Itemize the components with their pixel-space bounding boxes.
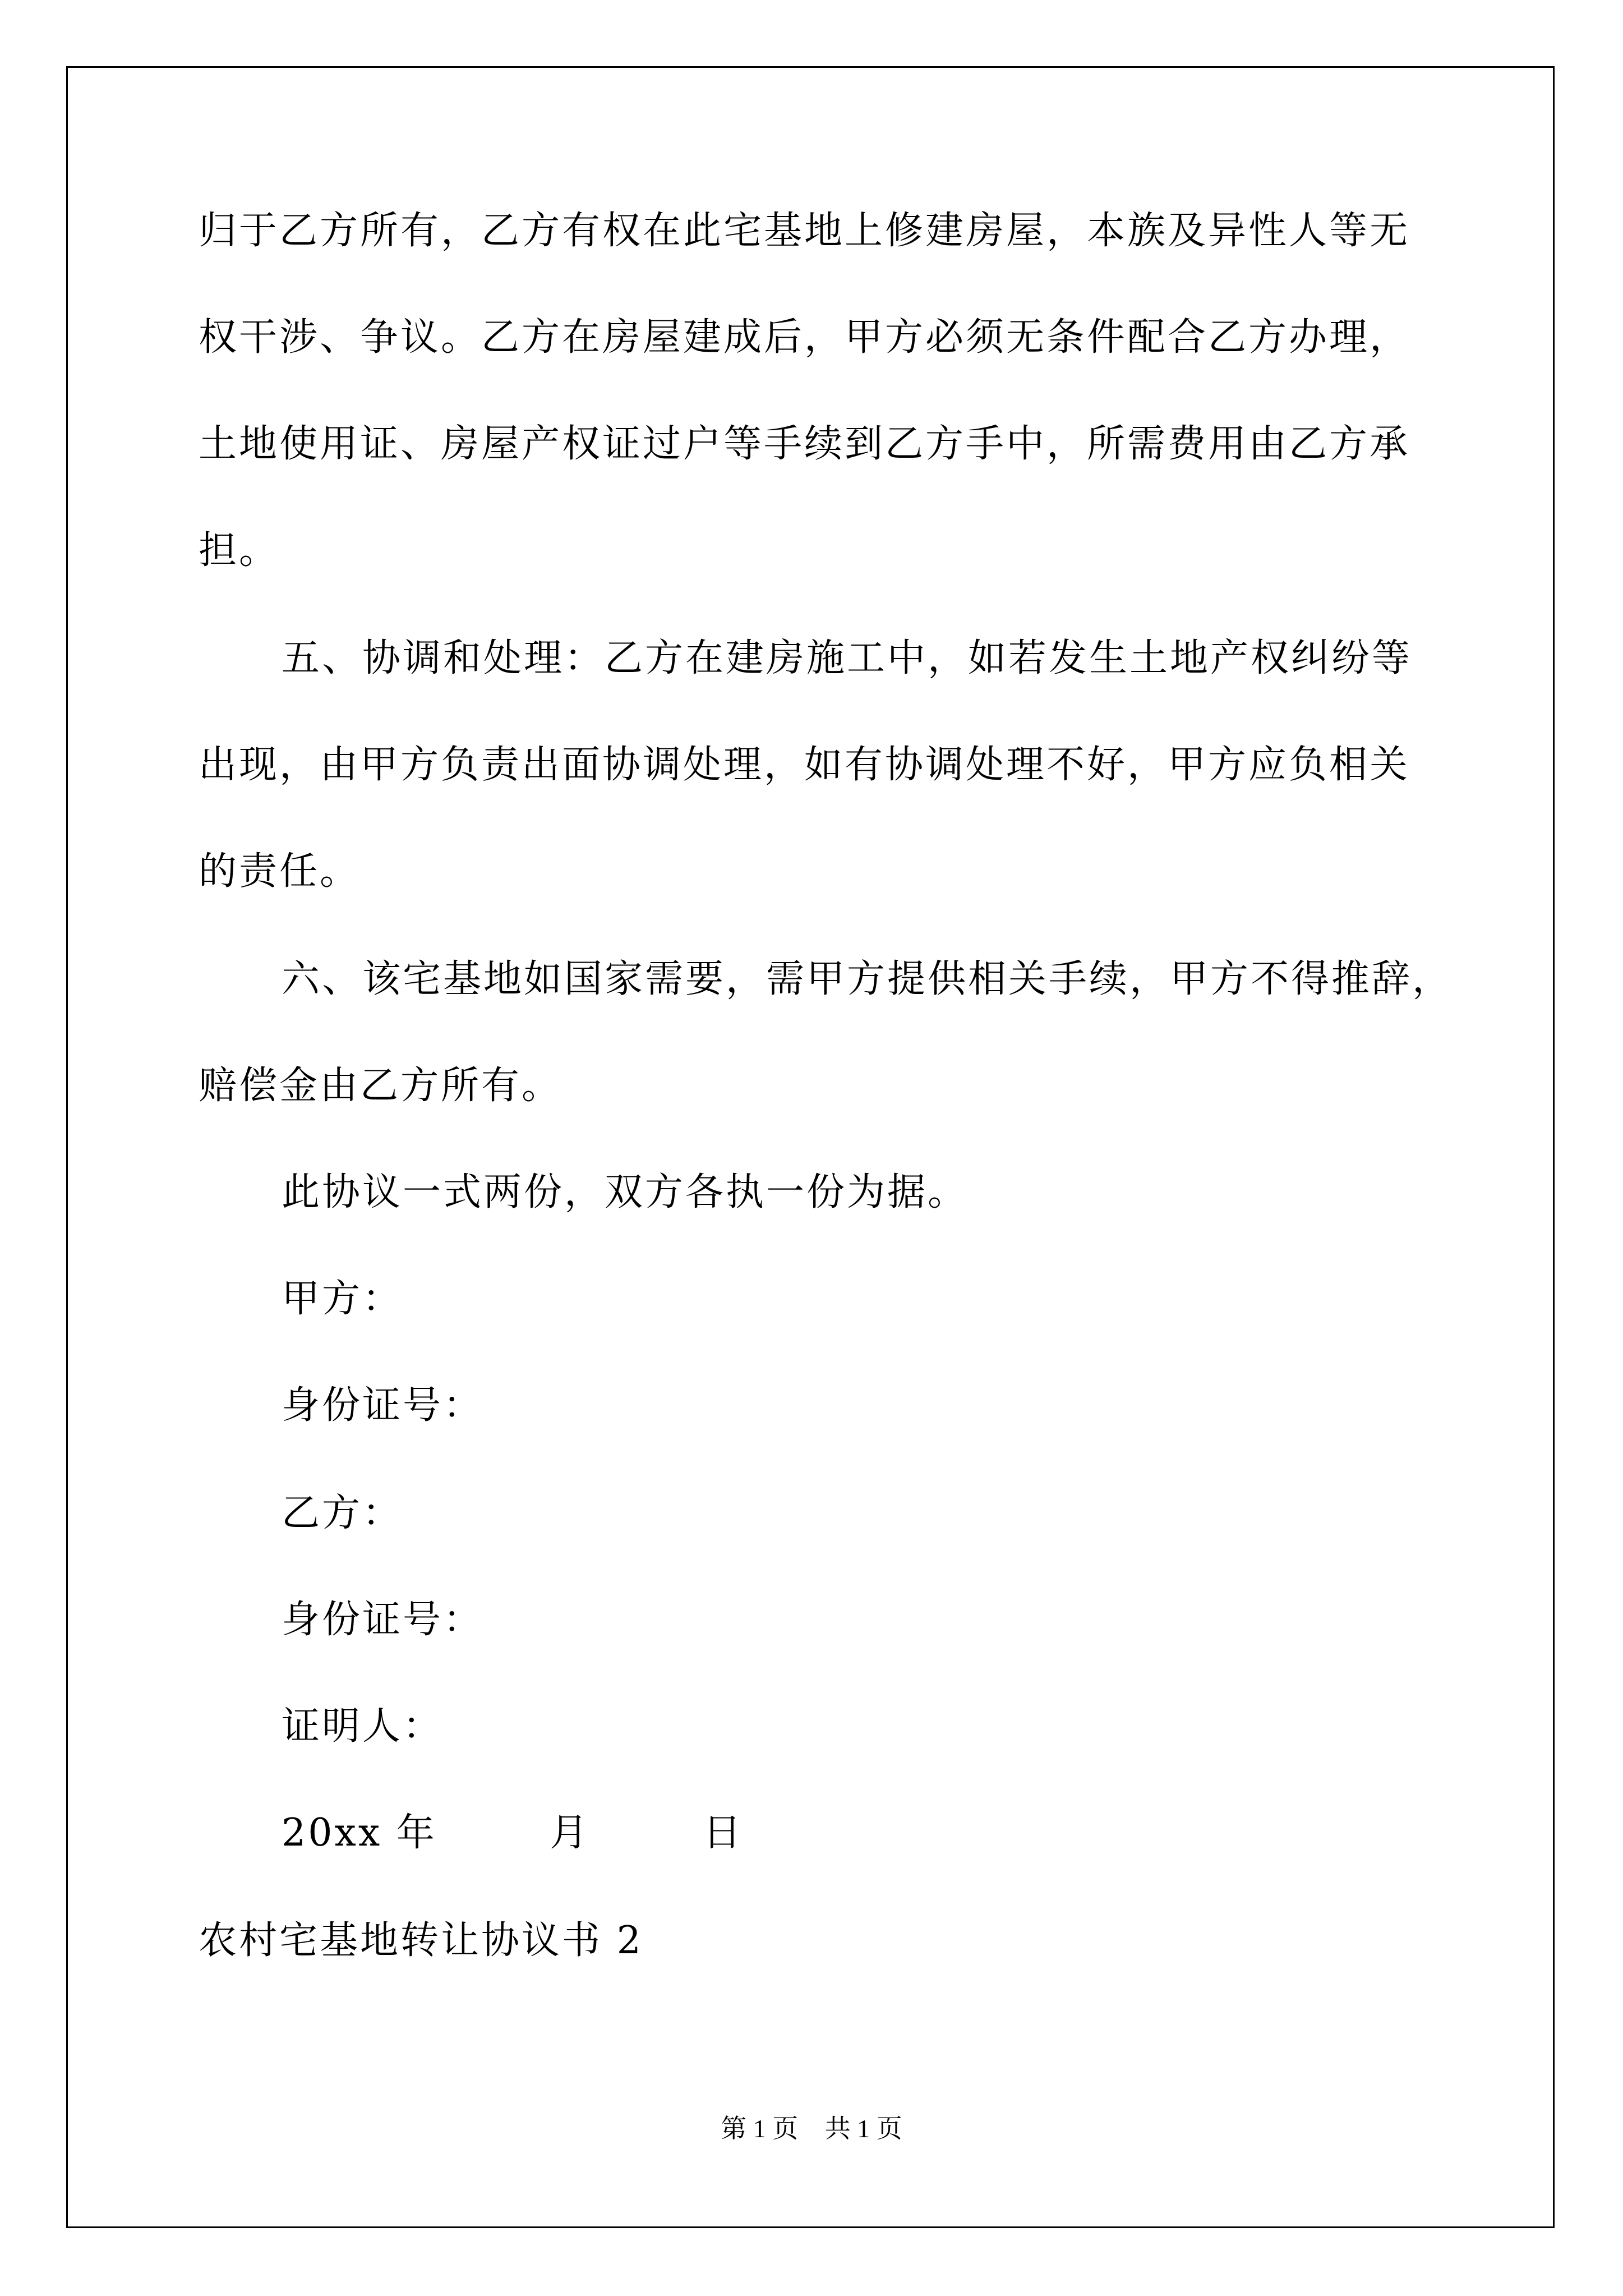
next-section-title: 农村宅基地转让协议书 2 — [199, 1918, 643, 1963]
text-line-9: 赔偿金由乙方所有。 — [199, 1064, 562, 1108]
text-line-5: 五、协调和处理：乙方在建房施工中，如若发生土地产权纠纷等 — [282, 636, 1413, 680]
text-line-2: 权干涉、争议。乙方在房屋建成后，甲方必须无条件配合乙方办理， — [199, 315, 1410, 360]
party-b-label: 乙方： — [282, 1491, 403, 1535]
party-a-id-label: 身份证号： — [282, 1383, 484, 1428]
date-day: 日 — [703, 1811, 744, 1855]
text-line-8: 六、该宅基地如国家需要，需甲方提供相关手续，甲方不得推辞， — [282, 957, 1453, 1001]
page-number-total: 共 1 页 — [824, 2114, 902, 2143]
text-line-1: 归于乙方所有，乙方有权在此宅基地上修建房屋，本族及异性人等无 — [199, 209, 1410, 253]
text-line-4: 担。 — [199, 528, 280, 573]
page-number-current: 第 1 页 — [721, 2114, 799, 2143]
page-footer — [0, 2112, 1623, 2146]
date-line — [282, 1811, 743, 1856]
date-month: 月 — [550, 1811, 591, 1855]
text-line-7: 的责任。 — [199, 849, 361, 894]
date-year: 20xx 年 — [282, 1811, 437, 1855]
text-line-3: 土地使用证、房屋产权证过户等手续到乙方手中，所需费用由乙方承 — [199, 422, 1410, 466]
page-border — [66, 66, 1555, 2228]
witness-label: 证明人： — [282, 1704, 444, 1749]
text-line-6: 出现，由甲方负责出面协调处理，如有协调处理不好，甲方应负相关 — [199, 743, 1410, 787]
party-b-id-label: 身份证号： — [282, 1598, 484, 1642]
text-line-10: 此协议一式两份，双方各执一份为据。 — [282, 1170, 969, 1214]
party-a-label: 甲方： — [282, 1277, 403, 1321]
